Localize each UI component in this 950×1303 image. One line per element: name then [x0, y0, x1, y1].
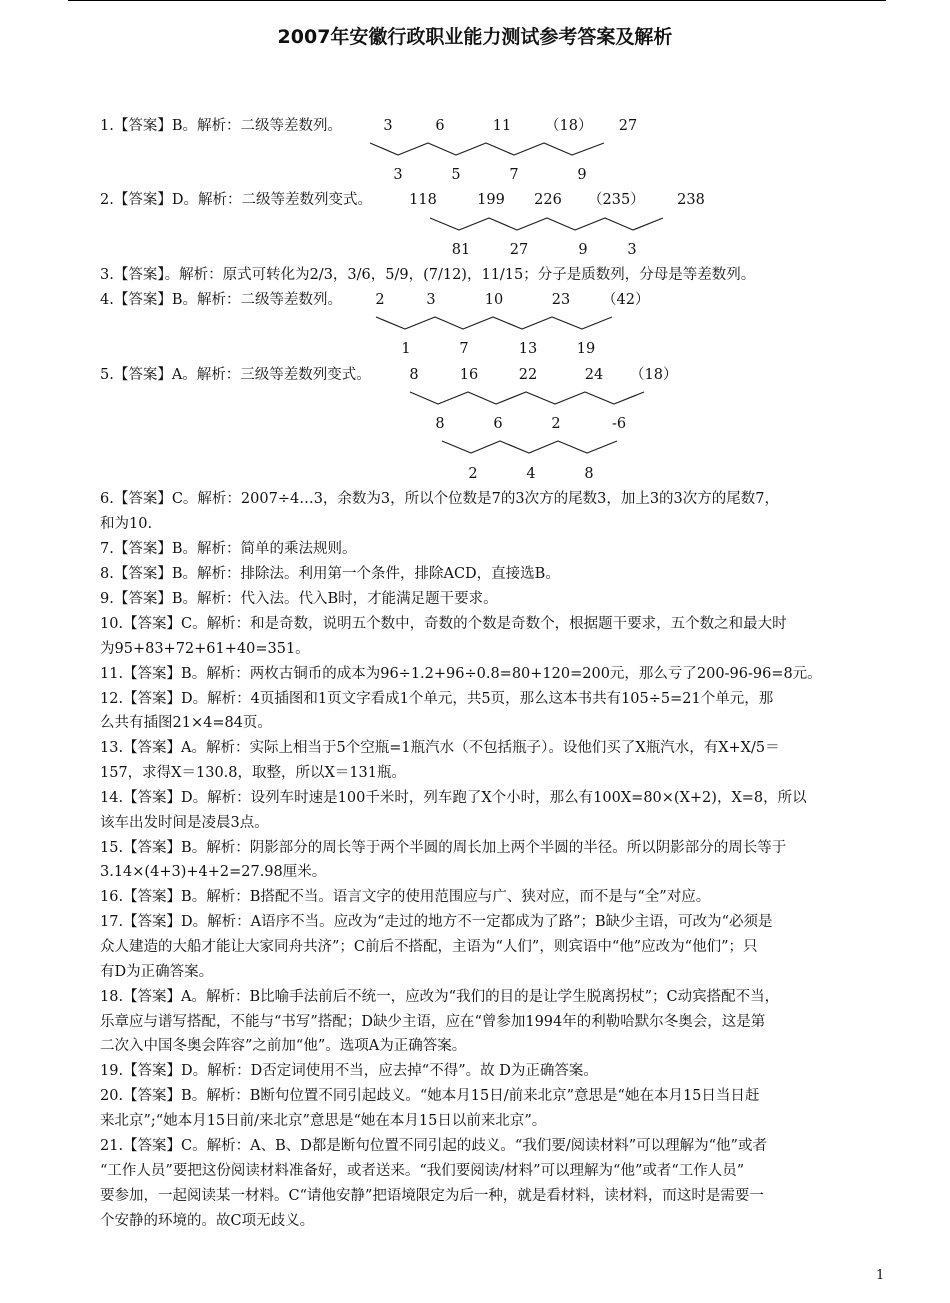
answer-line-1: 1.【答案】B。解析：二级等差数列。 — [100, 118, 342, 134]
answer-line-11: 11.【答案】B。解析：两枚古铜币的成本为96÷1.2+96÷0.8=80+120=200元，那么亏了200-96-96=8元。 — [100, 666, 822, 682]
seq-q2-diff: 81 — [451, 242, 471, 258]
seq-q4-term: 10 — [484, 292, 504, 308]
seq-q5-term: （18） — [630, 367, 678, 383]
q1-zigzag — [370, 143, 604, 155]
seq-q2-diff: 9 — [578, 242, 588, 258]
seq-q5-term: 16 — [459, 367, 479, 383]
seq-q4-term: 23 — [551, 292, 571, 308]
answer-line-21-cont3: 个安静的环境的。故C项无歧义。 — [100, 1213, 315, 1229]
seq-q4-diff: 1 — [401, 341, 411, 357]
answer-line-21-cont: “工作人员”要把这份阅读材料准备好，或者送来。“我们要阅读/材料”可以理解为“他”或者“工作人员” — [100, 1163, 745, 1179]
seq-q1-term: 27 — [618, 118, 638, 134]
seq-q1-diff: 3 — [393, 167, 403, 183]
seq-q1-diff: 5 — [451, 167, 461, 183]
seq-q5-term: 22 — [518, 367, 538, 383]
answer-line-2: 2.【答案】D。解析：二级等差数列变式。 — [100, 192, 372, 208]
seq-q5-diff1: -6 — [611, 416, 627, 432]
seq-q1-term: 11 — [492, 118, 512, 134]
answer-line-7: 7.【答案】B。解析：简单的乘法规则。 — [100, 541, 357, 557]
answer-line-14-cont: 该车出发时间是凌晨3点。 — [100, 815, 269, 831]
seq-q4-diff: 7 — [459, 341, 469, 357]
seq-q4-diff: 19 — [576, 341, 596, 357]
seq-q2-term: 238 — [677, 192, 705, 208]
seq-q1-diff: 9 — [577, 167, 587, 183]
seq-q1-diff: 7 — [509, 167, 519, 183]
seq-q2-term: 118 — [409, 192, 437, 208]
seq-q2-term: 199 — [477, 192, 505, 208]
seq-q2-term: （235） — [588, 192, 645, 208]
answer-line-18-cont: 乐章应与谱写搭配，不能与“书写”搭配；D缺少主语，应在“曾参加1994年的利勒哈默尔冬奥会，这是第 — [100, 1014, 766, 1030]
answer-line-10-cont: 为95+83+72+61+40=351。 — [100, 641, 310, 657]
answer-line-18: 18.【答案】A。解析：B比喻手法前后不统一，应改为“我们的目的是让学生脱离拐杖”；C动宾搭配不当， — [100, 989, 780, 1005]
answer-line-15: 15.【答案】B。解析：阴影部分的周长等于两个半圆的周长加上两个半圆的半径。所以阴影部分的周长等于 — [100, 840, 787, 856]
seq-q1-term: 6 — [435, 118, 445, 134]
q5-zigzag-2 — [442, 441, 617, 453]
seq-q4-term: 3 — [426, 292, 436, 308]
seq-q4-diff: 13 — [518, 341, 538, 357]
answer-line-12-cont: 么共有插图21×4=84页。 — [100, 715, 272, 731]
seq-q5-term: 8 — [409, 367, 419, 383]
answer-line-20: 20.【答案】B。解析：B断句位置不同引起歧义。“她本月15日/前来北京”意思是“她在本月15日当日赶 — [100, 1088, 760, 1104]
answer-line-13: 13.【答案】A。解析：实际上相当于5个空瓶=1瓶汽水（不包括瓶子）。设他们买了X瓶汽水，有X+X/5＝ — [100, 740, 780, 756]
seq-q5-diff1: 6 — [493, 416, 503, 432]
page-number: 1 — [876, 1268, 885, 1283]
seq-q5-diff1: 2 — [551, 416, 561, 432]
answer-line-14: 14.【答案】D。解析：设列车时速是100千米时，列车跑了X个小时，那么有100X=80×(X+2)，X=8，所以 — [100, 790, 807, 806]
seq-q5-diff2: 4 — [526, 466, 536, 482]
answer-line-19: 19.【答案】D。解析：D否定词使用不当，应去掉“不得”。故 D为正确答案。 — [100, 1063, 598, 1079]
answer-line-16: 16.【答案】B。解析：B搭配不当。语言文字的使用范围应与广、狭对应，而不是与“全”对应。 — [100, 889, 711, 905]
answer-line-4: 4.【答案】B。解析：二级等差数列。 — [100, 292, 342, 308]
answer-line-5: 5.【答案】A。解析：三级等差数列变式。 — [100, 367, 371, 383]
answer-line-13-cont: 157，求得X＝130.8，取整，所以X＝131瓶。 — [100, 765, 407, 781]
answer-line-20-cont: 来北京”;“她本月15日前/来北京”意思是“她在本月15日以前来北京”。 — [100, 1113, 547, 1129]
page-title: 2007年安徽行政职业能力测试参考答案及解析 — [277, 26, 673, 48]
answer-line-17: 17.【答案】D。解析：A语序不当。应改为“走过的地方不一定都成为了路”；B缺少主语，可改为“必须是 — [100, 914, 773, 930]
answer-line-6-cont: 和为10. — [100, 516, 153, 532]
seq-q2-diff: 27 — [509, 242, 529, 258]
q5-zigzag-1 — [410, 392, 644, 404]
seq-q5-term: 24 — [584, 367, 604, 383]
seq-q5-diff1: 8 — [435, 416, 445, 432]
answer-line-17-cont: 众人建造的大船才能让大家同舟共济”；C前后不搭配，主语为“人们”，则宾语中“他”应改为“他们”；只 — [100, 939, 758, 955]
seq-q1-term: 3 — [383, 118, 393, 134]
seq-q4-term: （42） — [602, 292, 650, 308]
seq-q5-diff2: 2 — [468, 466, 478, 482]
answer-line-9: 9.【答案】B。解析：代入法。代入B时，才能满足题干要求。 — [100, 591, 498, 607]
seq-q2-term: 226 — [534, 192, 562, 208]
answer-line-21: 21.【答案】C。解析：A、B、D都是断句位置不同引起的歧义。“我们要/阅读材料”可以理解为“他”或者 — [100, 1138, 767, 1154]
answer-line-18-cont2: 二次入中国冬奥会阵容”之前加“他”。选项A为正确答案。 — [100, 1038, 467, 1054]
answer-line-15-cont: 3.14×(4+3)+4+2=27.98厘米。 — [100, 864, 327, 880]
top-rule — [68, 0, 886, 1]
seq-q1-term: （18） — [545, 118, 593, 134]
q4-zigzag — [376, 317, 612, 329]
seq-q5-diff2: 8 — [584, 466, 594, 482]
answer-line-8: 8.【答案】B。解析：排除法。利用第一个条件，排除ACD，直接选B。 — [100, 566, 560, 582]
answer-line-6: 6.【答案】C。解析：2007÷4…3，余数为3，所以个位数是7的3次方的尾数3，加上3的3次方的尾数7， — [100, 491, 780, 507]
seq-q2-diff: 3 — [627, 242, 637, 258]
answer-line-3: 3.【答案】。解析：原式可转化为2/3，3/6，5/9，(7/12)，11/15；分子是质数列，分母是等差数列。 — [100, 267, 756, 283]
answer-line-10: 10.【答案】C。解析：和是奇数，说明五个数中，奇数的个数是奇数个，根据题干要求，五个数之和最大时 — [100, 616, 787, 632]
answer-line-21-cont2: 要参加，一起阅读某一材料。C“请他安静”把语境限定为后一种，就是看材料，读材料，而这时是需要一 — [100, 1188, 764, 1204]
answer-line-12: 12.【答案】D。解析：4页插图和1页文字看成1个单元，共5页，那么这本书共有105÷5=21个单元，那 — [100, 691, 774, 707]
answer-line-17-cont2: 有D为正确答案。 — [100, 964, 214, 980]
q2-zigzag — [430, 218, 663, 230]
seq-q4-term: 2 — [375, 292, 385, 308]
